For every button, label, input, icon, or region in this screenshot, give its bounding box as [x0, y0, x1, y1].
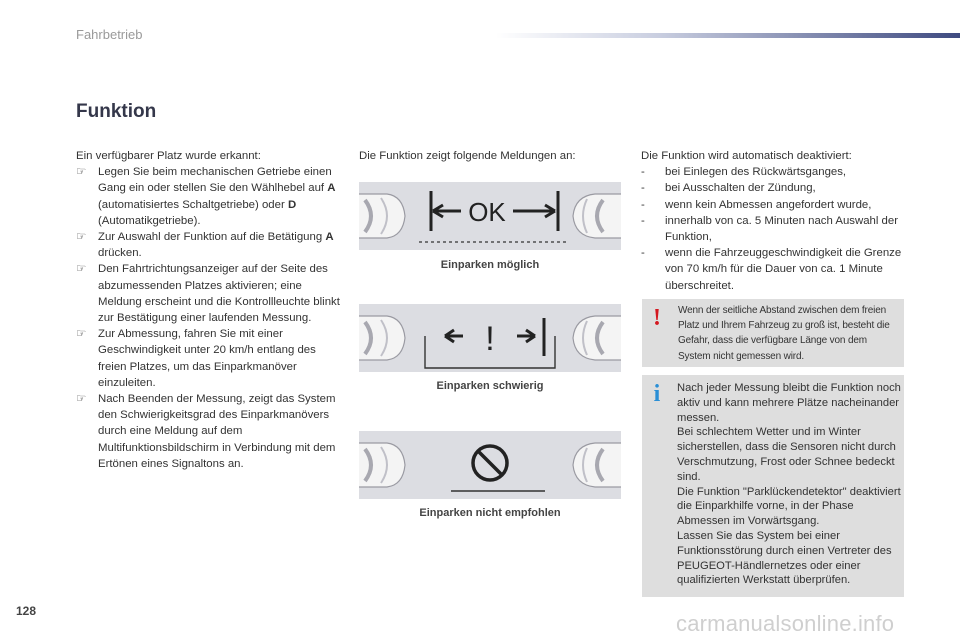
parking-possible-illustration [359, 182, 621, 250]
caption-parking-possible: Einparken möglich [440, 259, 540, 271]
parking-not-recommended-illustration [359, 431, 621, 499]
prohibited-icon [473, 446, 507, 480]
info-paragraph: Bei schlechtem Wetter und im Winter sicherstellen, dass die Sensoren nicht durch Verschmutzung, Frost oder Schnee bedeckt sind. [677, 426, 896, 483]
watermark: carmanualsonline.info [676, 611, 895, 636]
section-header: Fahrbetrieb [76, 27, 143, 42]
hand-pointer-icon: ☞ [76, 231, 87, 244]
header-gradient-bar [496, 33, 960, 38]
list-item: - wenn die Fahrzeuggeschwindigkeit die Grenze von 70 km/h für die Dauer von ca. 1 Minute überschreitet. [641, 247, 902, 292]
info-paragraph: Lassen Sie das System bei einer Funktionsstörung durch einen Vertreter des PEUGEOT-Händlernetzes oder einer qualifizierten Werkstatt überprüfen. [677, 529, 892, 587]
deactivation-intro: Die Funktion wird automatisch deaktiviert: [641, 150, 852, 162]
hand-pointer-icon: ☞ [76, 263, 87, 276]
hand-pointer-icon: ☞ [76, 393, 87, 406]
list-item: - bei Einlegen des Rückwärtsganges, [641, 166, 847, 179]
page-title: Funktion [76, 101, 157, 122]
instruction-item: ☞ Legen Sie beim mechanischen Getriebe einen Gang ein oder stellen Sie den Wählhebel auf A (automatisiertes Schaltgetriebe) oder D (Automatikgetriebe). [76, 164, 344, 229]
instruction-item: ☞ Zur Abmessung, fahren Sie mit einer Geschwindigkeit unter 20 km/h entlang des freien Platzes, um das Einparkmanöver einzuleiten. [76, 326, 344, 391]
info-paragraph: Nach jeder Messung bleibt die Funktion noch aktiv und kann mehrere Plätze nacheinander messen. [677, 382, 901, 424]
warning-icon: ! [653, 305, 661, 331]
list-item: - bei Ausschalten der Zündung, [641, 182, 816, 195]
ok-sign-text: OK [468, 197, 506, 227]
list-item: - wenn kein Abmessen angefordert wurde, [641, 198, 872, 211]
info-icon: i [653, 381, 661, 407]
hand-pointer-icon: ☞ [76, 328, 87, 341]
caution-sign-text: ! [485, 320, 495, 358]
column-instructions [76, 148, 344, 472]
info-text [677, 381, 901, 588]
parking-not-recommended-panel [359, 431, 621, 499]
list-item: - innerhalb von ca. 5 Minuten nach Auswahl der Funktion, [641, 214, 899, 244]
column-deactivation [641, 148, 913, 294]
right-car-icon [573, 443, 621, 487]
warning-text: Wenn der seitliche Abstand zwischen dem freien Platz und Ihrem Fahrzeug zu groß ist, besteht die Gefahr, dass die verfügbare Länge von dem System nicht gemessen wird. [678, 305, 890, 362]
left-car-icon [359, 443, 405, 487]
right-car-icon [573, 316, 621, 360]
page-number: 128 [16, 604, 37, 618]
caption-parking-difficult: Einparken schwierig [436, 380, 544, 392]
caption-parking-not-recommended: Einparken nicht empfohlen [419, 507, 561, 519]
left-car-icon [359, 316, 405, 360]
instruction-item: ☞ Den Fahrtrichtungsanzeiger auf der Seite des abzumessenden Platzes aktivieren; eine Meldung erscheint und die Kontrollleuchte blinkt zur Bestätigung einer laufenden Messung. [76, 261, 344, 326]
instructions-intro: Ein verfügbarer Platz wurde erkannt: [76, 150, 261, 162]
parking-possible-panel [359, 182, 621, 250]
hand-pointer-icon: ☞ [76, 166, 87, 179]
instruction-item: ☞ Zur Auswahl der Funktion auf die Betätigung A drücken. [76, 229, 344, 261]
info-paragraph: Die Funktion "Parklückendetektor" deaktiviert die Einparkhilfe vorne, in der Phase Abmessen im Vorwärtsgang. [677, 485, 901, 528]
right-car-icon [573, 194, 621, 238]
messages-intro: Die Funktion zeigt folgende Meldungen an: [359, 150, 576, 162]
info-box [642, 375, 904, 597]
parking-difficult-illustration [359, 304, 621, 372]
instruction-item: ☞ Nach Beenden der Messung, zeigt das System den Schwierigkeitsgrad des Einparkmanövers durch eine Meldung auf dem Multifunktionsbildschirm in Verbindung mit dem Ertönen eines Signaltons an. [76, 391, 344, 472]
parking-difficult-panel [359, 304, 621, 372]
left-car-icon [359, 194, 405, 238]
warning-box [642, 299, 904, 367]
